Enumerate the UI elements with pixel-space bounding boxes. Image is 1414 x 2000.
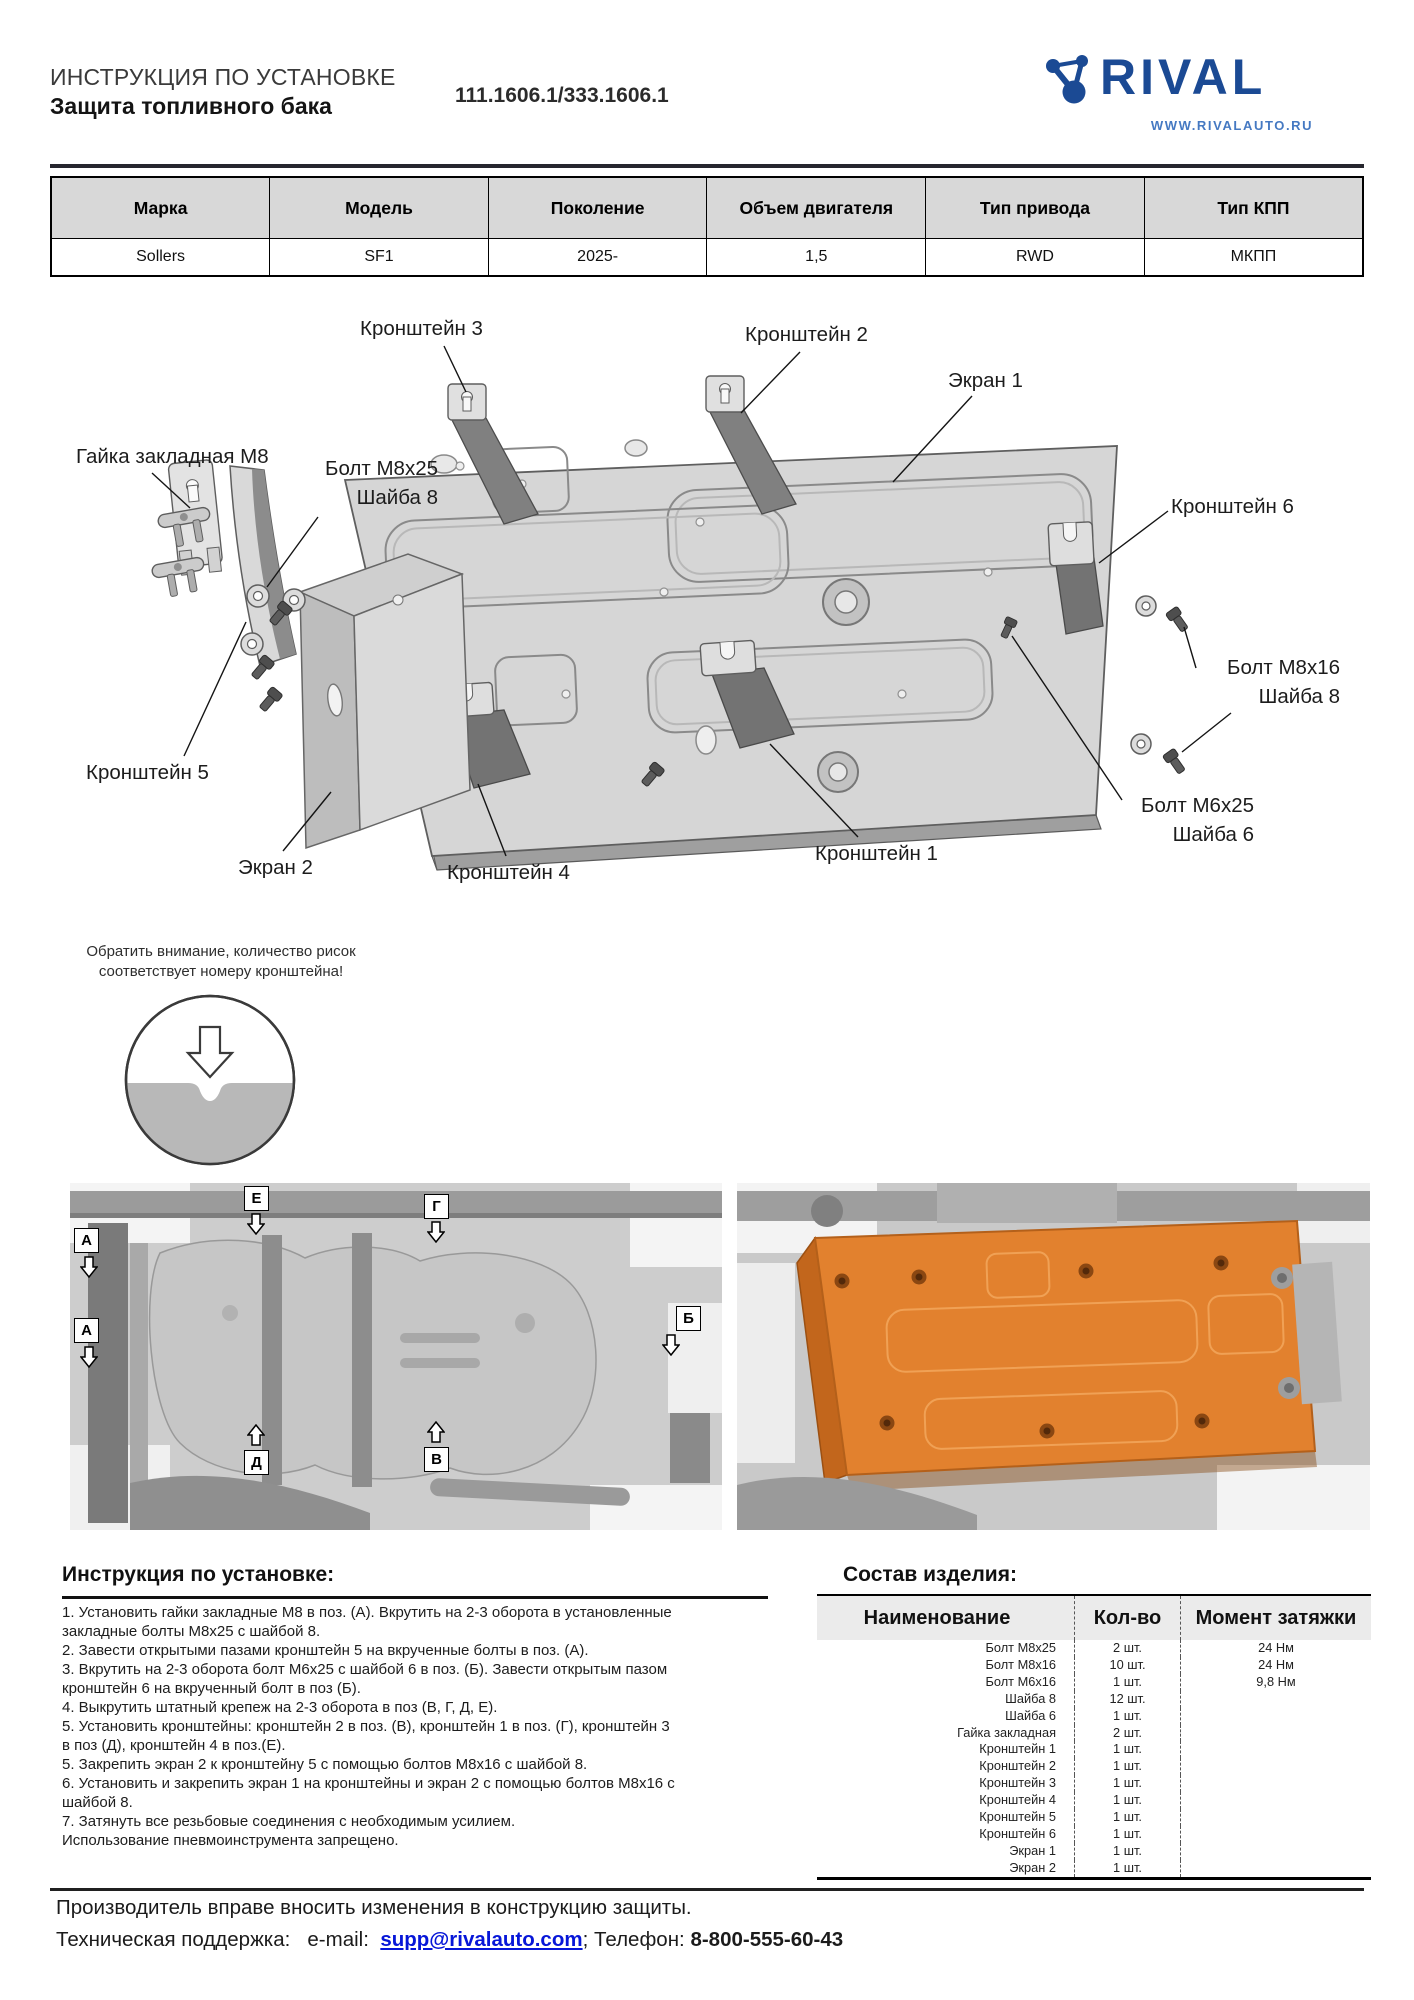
part-name: Кронштейн 1	[979, 1741, 1056, 1757]
orange-skid-plate	[815, 1221, 1315, 1475]
position-marker-a2: А	[74, 1318, 99, 1343]
label-kronshtein-5: Кронштейн 5	[86, 761, 209, 784]
vehicle-table-data-cell: RWD	[926, 239, 1145, 277]
part-torque: 24 Нм	[1181, 1657, 1372, 1674]
marker-arrow-icon	[247, 1213, 265, 1235]
label-ekran-1: Экран 1	[948, 369, 1023, 392]
part-name: Кронштейн 3	[979, 1775, 1056, 1791]
vehicle-table-header-cell: Тип привода	[926, 177, 1145, 239]
part-name: Экран 2	[1009, 1859, 1056, 1875]
label-kronshtein-4: Кронштейн 4	[447, 861, 570, 884]
instruction-step: 5. Закрепить экран 2 к кронштейну 5 с помощью болтов М8х16 с шайбой 8.	[62, 1756, 588, 1773]
label-kronshtein-1: Кронштейн 1	[815, 842, 938, 865]
parts-table-row	[817, 1691, 1371, 1708]
support-phone: 8-800-555-60-43	[690, 1928, 844, 1951]
position-marker-g: Г	[424, 1194, 449, 1219]
part-name: Болт М8х25	[985, 1640, 1056, 1655]
notch-note	[56, 942, 386, 982]
parts-table	[817, 1594, 1371, 1880]
part-qty: 1 шт.	[1075, 1775, 1181, 1792]
parts-table-row	[817, 1792, 1371, 1809]
marker-arrow-icon	[247, 1424, 265, 1446]
header-divider	[50, 164, 1364, 168]
part-qty: 2 шт.	[1075, 1725, 1181, 1742]
parts-col-torque: Момент затяжки	[1181, 1595, 1372, 1640]
label-bolt-m8x25: Болт М8х25	[325, 457, 438, 480]
part-qty: 1 шт.	[1075, 1809, 1181, 1826]
vehicle-table-header-cell: Марка	[51, 177, 270, 239]
marker-arrow-icon	[80, 1346, 98, 1368]
support-label: Техническая поддержка:	[56, 1928, 291, 1951]
part-torque	[1181, 1708, 1372, 1725]
vehicle-table-data-cell: МКПП	[1144, 239, 1363, 277]
vehicle-table-header-cell: Объем двигателя	[707, 177, 926, 239]
underbody-photo-before	[70, 1183, 722, 1530]
part-torque	[1181, 1809, 1372, 1826]
footer-divider	[50, 1888, 1364, 1891]
instruction-step: 7. Затянуть все резьбовые соединения с необходимым усилием.	[62, 1813, 516, 1830]
instructions-steps	[62, 1603, 680, 1850]
parts-table-row	[817, 1843, 1371, 1860]
part-torque	[1181, 1860, 1372, 1878]
instruction-step: 5. Установить кронштейны: кронштейн 2 в поз. (В), кронштейн 1 в поз. (Г), кронштейн 3 в поз (Д), кронштейн 4 в поз.(Е).	[62, 1718, 670, 1754]
part-name: Болт М6х16	[985, 1673, 1056, 1689]
vehicle-table-header-cell: Поколение	[488, 177, 707, 239]
marker-arrow-icon	[427, 1421, 445, 1443]
part-torque	[1181, 1758, 1372, 1775]
vehicle-table-header-cell: Модель	[270, 177, 489, 239]
part-name: Шайба 6	[1005, 1707, 1056, 1723]
part-qty: 2 шт.	[1075, 1640, 1181, 1657]
part-name: Болт М8х16	[985, 1656, 1056, 1672]
parts-table-row	[817, 1860, 1371, 1878]
instruction-step: 1. Установить гайки закладные М8 в поз. (А). Вкрутить на 2-3 оборота в установленные закладные болты М8х25 с шайбой 8.	[62, 1604, 672, 1640]
fuel-tank	[150, 1240, 596, 1479]
label-gaika-zakladnaya-m8: Гайка закладная М8	[76, 445, 269, 468]
part-name: Кронштейн 2	[979, 1758, 1056, 1774]
part-torque	[1181, 1826, 1372, 1843]
vehicle-table-data-cell: Sollers	[51, 239, 270, 277]
part-name: Гайка закладная	[957, 1724, 1056, 1740]
brand-logo-text: RIVAL	[1100, 49, 1267, 105]
phone-label: Телефон:	[593, 1928, 685, 1951]
vehicle-table-data-cell: 1,5	[707, 239, 926, 277]
parts-table-row	[817, 1674, 1371, 1691]
rival-molecule-icon	[1042, 50, 1096, 110]
vehicle-table	[50, 176, 1364, 277]
vehicle-table-header-cell: Тип КПП	[1144, 177, 1363, 239]
part-torque	[1181, 1741, 1372, 1758]
parts-table-row	[817, 1826, 1371, 1843]
part-qty: 1 шт.	[1075, 1792, 1181, 1809]
label-ekran-2: Экран 2	[238, 856, 313, 879]
position-marker-d: Д	[244, 1450, 269, 1475]
label-shaiba-8-right: Шайба 8	[1258, 685, 1340, 708]
brand-website[interactable]: WWW.RIVALAUTO.RU	[1150, 118, 1314, 133]
parts-table-row	[817, 1809, 1371, 1826]
part-qty: 1 шт.	[1075, 1708, 1181, 1725]
instructions-divider	[62, 1596, 768, 1599]
instruction-step: 3. Вкрутить на 2-3 оборота болт М6х25 с шайбой 6 в поз. (Б). Завести открытым пазом кронштейн 6 на вкрученный болт в поз (Б).	[62, 1661, 668, 1697]
footer-disclaimer: Производитель вправе вносить изменения в конструкцию защиты.	[56, 1896, 692, 1919]
part-name: Кронштейн 5	[979, 1809, 1056, 1825]
parts-heading: Состав изделия:	[843, 1563, 1017, 1586]
part-name: Шайба 8	[1005, 1690, 1056, 1706]
label-bolt-m6x25-group	[1124, 791, 1254, 849]
part-qty: 1 шт.	[1075, 1741, 1181, 1758]
label-kronshtein-3: Кронштейн 3	[360, 317, 483, 340]
part-torque	[1181, 1691, 1372, 1708]
part-name: Кронштейн 6	[979, 1825, 1056, 1841]
part-torque	[1181, 1775, 1372, 1792]
part-number: 111.1606.1/333.1606.1	[455, 84, 669, 107]
position-marker-a1: А	[74, 1228, 99, 1253]
separator: ;	[582, 1928, 589, 1951]
part-torque	[1181, 1792, 1372, 1809]
notch-note-line1: Обратить внимание, количество рисок	[86, 943, 356, 960]
instruction-step: Использование пневмоинструмента запрещено.	[62, 1832, 399, 1849]
label-bolt-m8x16: Болт М8х16	[1227, 656, 1340, 679]
doc-type-title: ИНСТРУКЦИЯ ПО УСТАНОВКЕ	[50, 64, 396, 90]
part-qty: 1 шт.	[1075, 1860, 1181, 1878]
part-name: Экран 1	[1009, 1842, 1056, 1858]
vehicle-table-data-cell: 2025-	[488, 239, 707, 277]
notch-detail-circle	[118, 985, 303, 1170]
label-bolt-m8x16-group	[1193, 653, 1340, 711]
part-qty: 1 шт.	[1075, 1843, 1181, 1860]
part-qty: 1 шт.	[1075, 1826, 1181, 1843]
vehicle-table-header-row	[51, 177, 1363, 239]
label-bolt-m6x25: Болт М6х25	[1141, 794, 1254, 817]
parts-table-row	[817, 1657, 1371, 1674]
parts-table-header-row	[817, 1595, 1371, 1640]
part-qty: 1 шт.	[1075, 1674, 1181, 1691]
email-label: e-mail:	[307, 1928, 369, 1951]
parts-col-name: Наименование	[817, 1595, 1075, 1640]
label-bolt-m8x25-group	[297, 454, 438, 512]
instructions-heading: Инструкция по установке:	[62, 1563, 335, 1586]
vehicle-table-data-cell: SF1	[270, 239, 489, 277]
parts-table-row	[817, 1758, 1371, 1775]
part-qty: 1 шт.	[1075, 1758, 1181, 1775]
parts-table-row	[817, 1741, 1371, 1758]
page-title: Защита топливного бака	[50, 93, 332, 119]
label-shaiba-6: Шайба 6	[1172, 823, 1254, 846]
instruction-step: 4. Выкрутить штатный крепеж на 2-3 оборота в поз (В, Г, Д, Е).	[62, 1699, 498, 1716]
part-torque: 24 Нм	[1181, 1640, 1372, 1657]
part-qty: 12 шт.	[1075, 1691, 1181, 1708]
support-email-link[interactable]: supp@rivalauto.com	[380, 1928, 583, 1951]
parts-col-qty: Кол-во	[1075, 1595, 1181, 1640]
label-kronshtein-6: Кронштейн 6	[1171, 495, 1294, 518]
parts-table-body	[817, 1640, 1371, 1878]
underbody-photo-after	[737, 1183, 1370, 1530]
label-kronshtein-2: Кронштейн 2	[745, 323, 868, 346]
instruction-step: 6. Установить и закрепить экран 1 на кронштейны и экран 2 с помощью болтов М8х16 с шайбой 8.	[62, 1775, 675, 1811]
parts-table-row	[817, 1775, 1371, 1792]
marker-arrow-icon	[427, 1221, 445, 1243]
position-marker-b: Б	[676, 1306, 701, 1331]
part-name: Кронштейн 4	[979, 1792, 1056, 1808]
exploded-diagram	[0, 270, 1414, 960]
instruction-step: 2. Завести открытыми пазами кронштейн 5 на вкрученные болты в поз. (А).	[62, 1642, 589, 1659]
part-torque	[1181, 1725, 1372, 1742]
label-shaiba-8-left: Шайба 8	[356, 486, 438, 509]
marker-arrow-icon	[80, 1256, 98, 1278]
part-torque: 9,8 Нм	[1181, 1674, 1372, 1691]
parts-table-row	[817, 1708, 1371, 1725]
parts-table-row	[817, 1725, 1371, 1742]
marker-arrow-icon	[662, 1334, 680, 1356]
parts-table-row	[817, 1640, 1371, 1657]
position-marker-e: Е	[244, 1186, 269, 1211]
footer-support-line	[56, 1928, 843, 1952]
part-torque	[1181, 1843, 1372, 1860]
part-qty: 10 шт.	[1075, 1657, 1181, 1674]
position-marker-v: В	[424, 1447, 449, 1472]
notch-note-line2: соответствует номеру кронштейна!	[98, 963, 344, 980]
